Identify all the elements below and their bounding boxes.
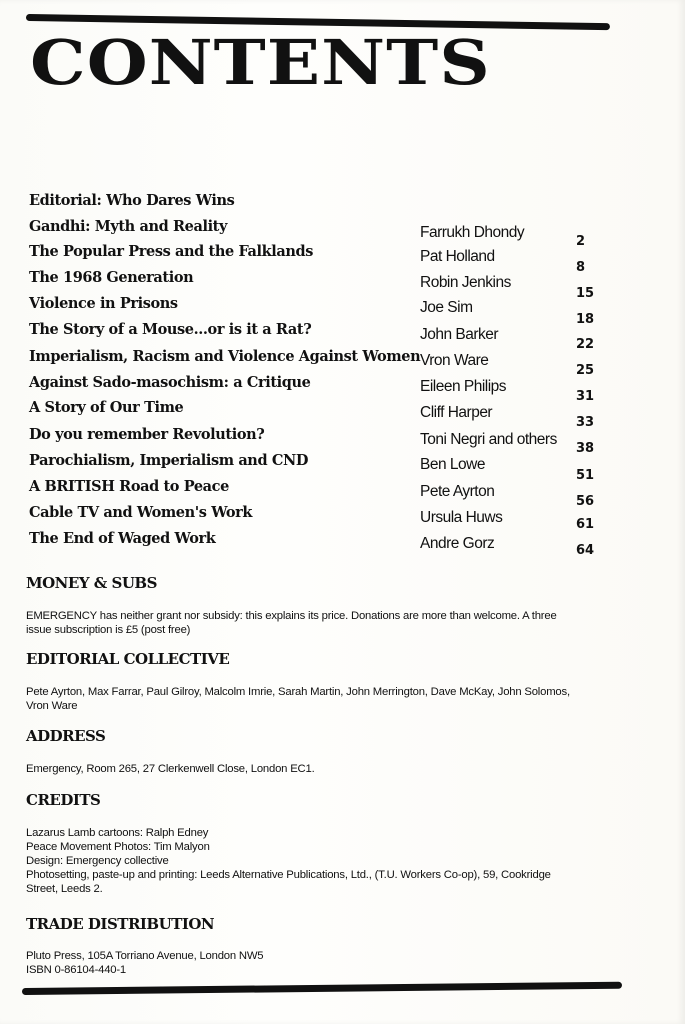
toc-entry-page: 33	[576, 415, 595, 430]
credits-line: Peace Movement Photos: Tim Malyon	[26, 841, 210, 853]
toc-entry-page: 18	[576, 312, 595, 327]
toc-entry	[0, 399, 685, 430]
editorial-heading: EDITORIAL COLLECTIVE	[26, 650, 230, 668]
toc-entry	[0, 192, 685, 218]
trade-line: ISBN 0-86104-440-1	[26, 964, 127, 976]
toc-entry-author: Eileen Philips	[420, 378, 507, 395]
toc-entry	[0, 295, 685, 327]
toc-entry-title: Violence in Prisons	[29, 295, 178, 312]
toc-entry-title: Against Sado-masochism: a Critique	[29, 374, 311, 391]
toc-entry-author: Pat Holland	[420, 248, 495, 265]
toc-entry-title: Imperialism, Racism and Violence Against Women	[29, 348, 421, 365]
toc-entry-author: John Barker	[420, 326, 499, 343]
toc-entry-author: Vron Ware	[420, 352, 489, 369]
trade-text	[26, 949, 626, 977]
credits-line: Street, Leeds 2.	[26, 883, 103, 895]
toc-entry-author: Joe Sim	[420, 299, 473, 316]
toc-entry	[0, 374, 685, 404]
address-heading: ADDRESS	[26, 727, 106, 745]
trade-line: Pluto Press, 105A Torriano Avenue, London NW5	[26, 950, 264, 962]
toc-entry-author: Robin Jenkins	[420, 274, 511, 291]
toc-entry-title: Cable TV and Women's Work	[29, 504, 253, 521]
toc-entry-title: The Story of a Mouse...or is it a Rat?	[29, 321, 312, 338]
toc-entry	[0, 348, 685, 378]
toc-entry-title: Parochialism, Imperialism and CND	[29, 452, 309, 469]
toc-entry-title: A Story of Our Time	[29, 399, 184, 416]
toc-entry-author: Farrukh Dhondy	[420, 224, 525, 241]
toc-entry	[0, 530, 685, 556]
trade-heading: TRADE DISTRIBUTION	[26, 915, 215, 933]
toc-entry	[0, 218, 685, 249]
editorial-line: Vron Ware	[26, 700, 78, 712]
toc-entry-page: 51	[576, 468, 595, 483]
toc-entry-page: 61	[576, 517, 595, 532]
credits-text	[26, 826, 626, 896]
toc-entry-title: The 1968 Generation	[29, 269, 194, 286]
bottom-rule	[22, 982, 622, 995]
toc-entry-author: Ben Lowe	[420, 456, 485, 473]
toc-entry-page: 25	[576, 363, 595, 378]
toc-entry-page: 8	[576, 260, 586, 275]
toc-entry	[0, 321, 685, 352]
toc-entry	[0, 452, 685, 483]
toc-entry-page: 22	[576, 337, 595, 352]
toc-entry	[0, 426, 685, 456]
toc-entry-author: Toni Negri and others	[420, 431, 557, 448]
editorial-text	[26, 685, 626, 713]
money-heading: MONEY & SUBS	[26, 574, 157, 592]
toc-entry	[0, 478, 685, 509]
credits-line: Design: Emergency collective	[26, 855, 169, 867]
toc-entry-page: 15	[576, 286, 595, 301]
editorial-line: Pete Ayrton, Max Farrar, Paul Gilroy, Malcolm Imrie, Sarah Martin, John Merrington, Dave McKay, John Solomos,	[26, 686, 570, 698]
toc-entry-title: A BRITISH Road to Peace	[29, 478, 229, 495]
page-title: CONTENTS	[30, 26, 491, 100]
money-line: issue subscription is £5 (post free)	[26, 624, 191, 636]
credits-line: Lazarus Lamb cartoons: Ralph Edney	[26, 827, 209, 839]
toc-entry-author: Ursula Huws	[420, 509, 503, 526]
toc-entry-author: Andre Gorz	[420, 535, 495, 552]
credits-heading: CREDITS	[26, 791, 101, 809]
money-text	[26, 609, 626, 637]
address-line: Emergency, Room 265, 27 Clerkenwell Close, London EC1.	[26, 763, 315, 775]
toc-entry-page: 64	[576, 543, 595, 558]
toc-entry-title: The Popular Press and the Falklands	[29, 243, 314, 260]
toc-entry-page: 2	[576, 234, 586, 249]
toc-entry-title: Editorial: Who Dares Wins	[29, 192, 235, 209]
toc-entry-page: 31	[576, 389, 595, 404]
toc-entry-title: Do you remember Revolution?	[29, 426, 265, 443]
address-text	[26, 762, 626, 776]
toc-entry-title: The End of Waged Work	[29, 530, 216, 547]
toc-entry-page: 38	[576, 441, 595, 456]
toc-entry	[0, 243, 685, 275]
toc-entry-author: Pete Ayrton	[420, 483, 495, 500]
toc-entry-title: Gandhi: Myth and Reality	[29, 218, 228, 235]
toc-entry-page: 56	[576, 494, 595, 509]
toc-entry	[0, 504, 685, 530]
toc-entry-author: Cliff Harper	[420, 404, 493, 421]
credits-line: Photosetting, paste-up and printing: Leeds Alternative Publications, Ltd., (T.U. Workers Co-op), 59, Cookridge	[26, 869, 551, 881]
money-line: EMERGENCY has neither grant nor subsidy: this explains its price. Donations are more than welcome. A three	[26, 610, 557, 622]
toc-entry	[0, 269, 685, 301]
